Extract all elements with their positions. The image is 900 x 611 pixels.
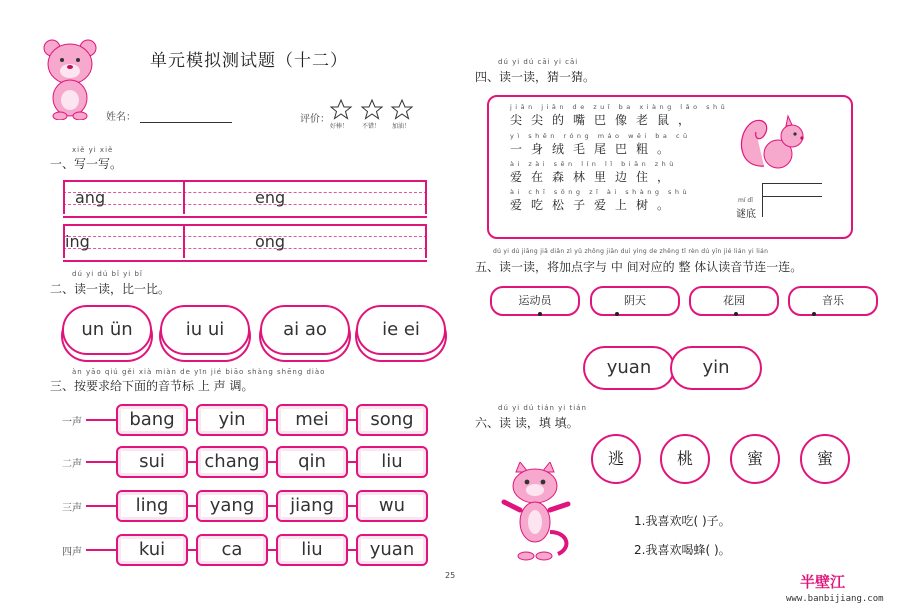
coin-ai-ao: ai ao	[260, 305, 350, 355]
tone-box[interactable]: qin	[276, 446, 348, 478]
s3-heading: 三、按要求给下面的音节标 上 声 调。	[50, 379, 254, 393]
tone-label-2: 二声	[62, 459, 82, 470]
tone-box[interactable]: ca	[196, 534, 268, 566]
tone-box[interactable]: yang	[196, 490, 268, 522]
coin-ie-ei: ie ei	[356, 305, 446, 355]
tone-box[interactable]: chang	[196, 446, 268, 478]
emphasis-dot	[615, 312, 619, 316]
tone-row-4	[62, 534, 427, 564]
name-label: 姓名：	[106, 112, 136, 123]
writing-lines-row-1[interactable]	[63, 180, 427, 218]
tone-label-1: 一声	[62, 417, 82, 428]
poem-line-2: 一身绒毛尾巴粗。	[510, 142, 679, 156]
s5-heading: 五、读一读，将加点字与 中 间对应的 整 体认读音节连一连。	[475, 260, 803, 274]
tone-row-3	[62, 490, 427, 520]
writing-lines-row-2[interactable]	[63, 224, 427, 262]
poem-pinyin-1: jiān jiān de zuǐ ba xiàng lǎo shǔ	[510, 103, 729, 111]
cat-illustration	[498, 462, 576, 562]
pinyin-eng: eng	[255, 188, 286, 207]
word-pill[interactable]: 阴天	[590, 286, 680, 316]
tone-label-4: 四声	[62, 547, 82, 558]
tone-box[interactable]: yin	[196, 404, 268, 436]
char-circle: 蜜	[730, 434, 780, 484]
emphasis-dot	[538, 312, 542, 316]
poem-pinyin-2: yì shēn róng máo wěi ba cū	[510, 132, 691, 140]
s3-pinyin: àn yāo qiú gěi xià miàn de yīn jié biāo shàng shēng diào	[72, 368, 326, 376]
poem-pinyin-3: ài zài sēn lín lǐ biān zhù	[510, 160, 677, 168]
answer-label: 谜底	[736, 209, 756, 220]
emphasis-dot	[734, 312, 738, 316]
tone-box[interactable]: wu	[356, 490, 428, 522]
rating-tryharder: 加油！	[392, 123, 411, 130]
squirrel-illustration	[734, 110, 810, 172]
pinyin-ang: ang	[75, 188, 106, 207]
emphasis-dot	[812, 312, 816, 316]
fill-sentence-1[interactable]: 1.我喜欢吃( )子。	[634, 514, 731, 528]
tone-row-2	[62, 446, 427, 476]
s4-heading: 四、读一读，猜一猜。	[475, 70, 596, 84]
answer-blank[interactable]	[762, 183, 763, 217]
tone-label-3: 三声	[62, 503, 82, 514]
poem-line-1: 尖尖的嘴巴像老鼠，	[510, 113, 700, 127]
tone-row-1	[62, 404, 427, 434]
tone-box[interactable]: song	[356, 404, 428, 436]
poem-line-4: 爱吃松子爱上树。	[510, 198, 679, 212]
tone-box[interactable]: jiang	[276, 490, 348, 522]
word-pill[interactable]: 音乐	[788, 286, 878, 316]
word-pill[interactable]: 花园	[689, 286, 779, 316]
page-number: 25	[445, 571, 456, 580]
pinyin-ing: ing	[65, 232, 90, 251]
tone-box[interactable]: sui	[116, 446, 188, 478]
name-blank[interactable]	[140, 122, 232, 123]
s5-pinyin: dú yi dú jiāng jiā diǎn zì yǔ zhōng jiān duì yìng de zhěng tǐ rèn dú yīn jié lián yi lián	[493, 248, 769, 255]
char-circle: 桃	[660, 434, 710, 484]
tone-box[interactable]: kui	[116, 534, 188, 566]
s1-pinyin: xiě yi xiě	[72, 146, 114, 154]
evaluation-label: 评价：	[300, 114, 330, 125]
s4-pinyin: dú yi dú cāi yi cāi	[498, 58, 579, 66]
site-url: www.banbijiang.com	[786, 594, 884, 604]
char-circle: 逃	[591, 434, 641, 484]
cloud-yuan[interactable]: yuan	[583, 346, 675, 390]
tone-box[interactable]: liu	[276, 534, 348, 566]
page-title: 单元模拟测试题（十二）	[150, 51, 348, 71]
cloud-yin[interactable]: yin	[670, 346, 762, 390]
tone-box[interactable]: mei	[276, 404, 348, 436]
site-logo: 半壁江	[800, 573, 846, 591]
s2-pinyin: dú yi dú bǐ yi bǐ	[72, 270, 143, 278]
char-circle: 蜜	[800, 434, 850, 484]
word-pill[interactable]: 运动员	[490, 286, 580, 316]
poem-pinyin-4: ài chī sōng zǐ ài shàng shù	[510, 188, 691, 196]
star-icon	[331, 100, 412, 119]
coin-un-un: un ün	[62, 305, 152, 355]
coin-iu-ui: iu ui	[160, 305, 250, 355]
tone-box[interactable]: bang	[116, 404, 188, 436]
answer-pinyin: mí dǐ	[738, 197, 753, 204]
bear-mascot-illustration	[42, 38, 98, 120]
fill-sentence-2[interactable]: 2.我喜欢喝蜂( )。	[634, 543, 731, 557]
rating-good: 好棒！	[330, 123, 349, 130]
s6-heading: 六、读 读，填 填。	[475, 416, 579, 430]
s6-pinyin: dú yi dú tián yi tián	[498, 404, 587, 412]
s2-heading: 二、读一读，比一比。	[50, 282, 171, 296]
tone-box[interactable]: ling	[116, 490, 188, 522]
poem-line-3: 爱在森林里边住，	[510, 170, 679, 184]
pinyin-ong: ong	[255, 232, 286, 251]
rating-ok: 不错！	[362, 123, 381, 130]
s1-heading: 一、写一写。	[50, 157, 123, 171]
tone-box[interactable]: liu	[356, 446, 428, 478]
tone-box[interactable]: yuan	[356, 534, 428, 566]
